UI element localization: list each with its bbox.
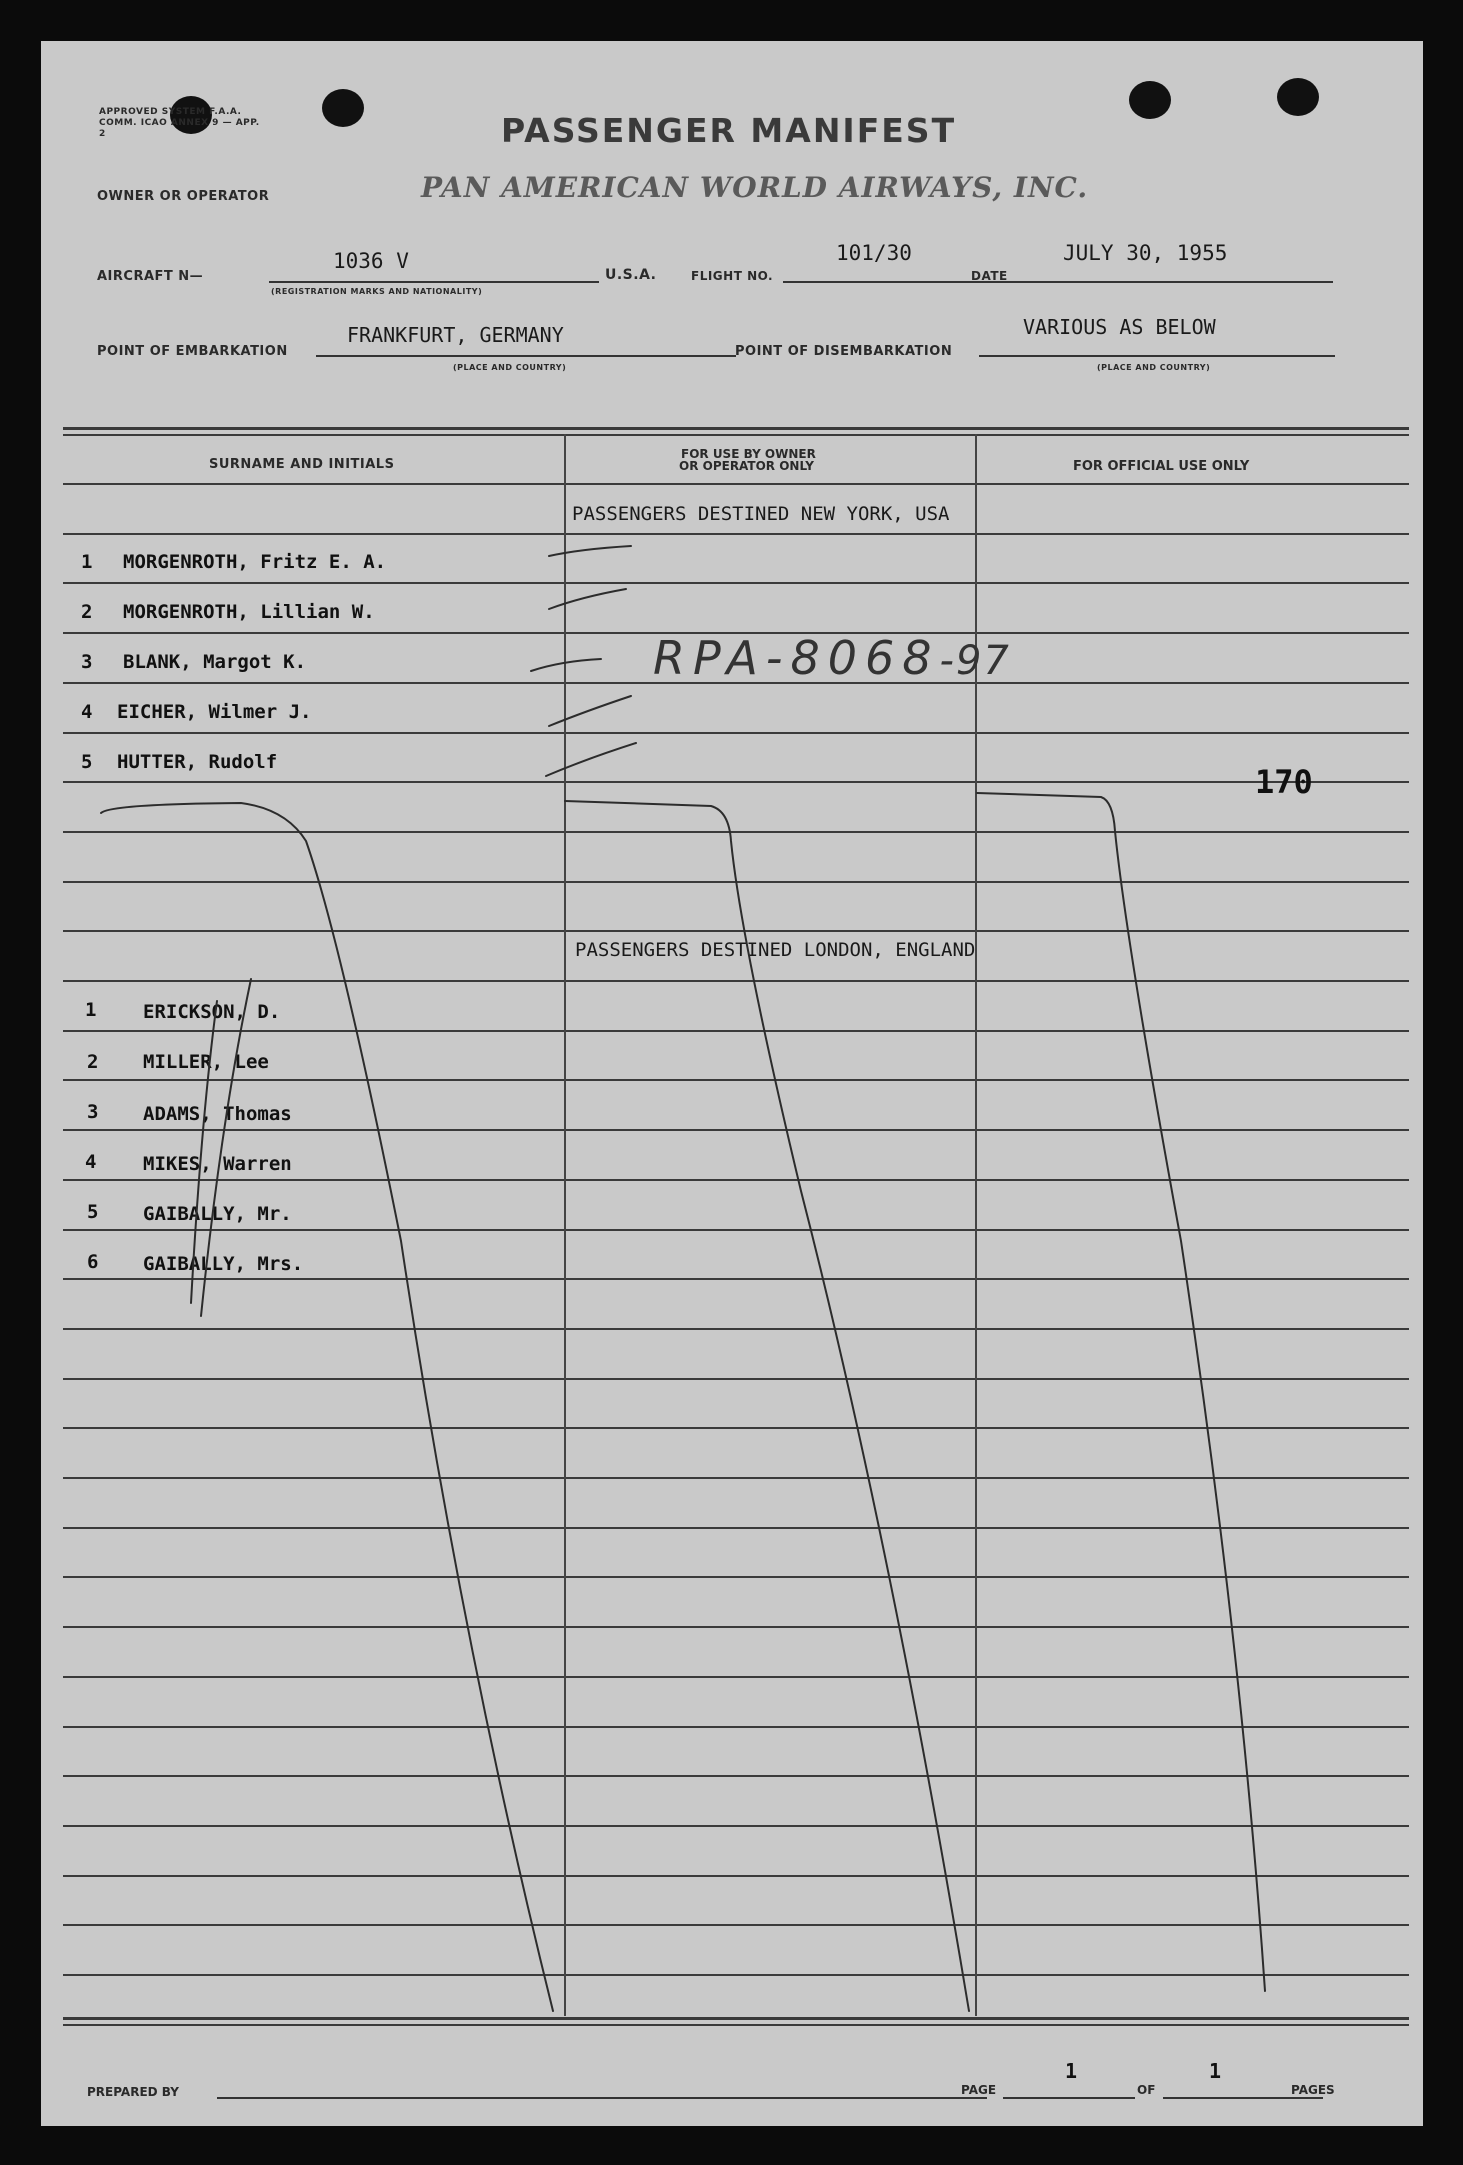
passenger-number: 2	[81, 601, 93, 623]
col-owner-header-2: OR OPERATOR ONLY	[679, 459, 814, 473]
pages-number: 1	[1209, 2059, 1222, 2083]
embark-value: FRANKFURT, GERMANY	[347, 323, 564, 347]
check-mark	[531, 659, 601, 671]
passenger-number: 5	[87, 1201, 99, 1223]
disembark-label: POINT OF DISEMBARKATION	[735, 344, 953, 359]
passenger-name: MORGENROTH, Fritz E. A.	[123, 551, 387, 573]
passenger-name: GAIBALLY, Mrs.	[143, 1253, 304, 1275]
strike-line	[191, 1001, 217, 1303]
passenger-number: 2	[87, 1051, 99, 1073]
prepared-by-line	[217, 2097, 987, 2099]
flight-label: FLIGHT NO.	[691, 269, 774, 283]
passenger-name: HUTTER, Rudolf	[117, 751, 278, 773]
bracket-line	[977, 793, 1265, 1991]
passenger-name: GAIBALLY, Mr.	[143, 1203, 292, 1225]
date-label: DATE	[971, 269, 1008, 283]
passenger-number: 4	[85, 1151, 97, 1173]
embark-sublabel: (PLACE AND COUNTRY)	[453, 363, 567, 372]
page-number: 1	[1065, 2059, 1078, 2083]
manifest-page	[41, 41, 1423, 2126]
embark-label: POINT OF EMBARKATION	[97, 344, 288, 359]
passenger-number: 5	[81, 751, 93, 773]
strike-line	[201, 979, 251, 1316]
passenger-number: 1	[85, 999, 97, 1021]
check-mark	[549, 589, 626, 609]
col-surname-header: SURNAME AND INITIALS	[209, 457, 395, 472]
of-label: OF	[1137, 2083, 1156, 2097]
passenger-number: 6	[87, 1251, 99, 1273]
approval-stamp: APPROVED SYSTEM F.A.A. COMM. ICAO ANNEX 9 — APP. 2	[99, 107, 260, 139]
handwritten-note-suffix: -97	[939, 638, 1011, 684]
pages-line	[1163, 2097, 1323, 2099]
group-heading-new-york: PASSENGERS DESTINED NEW YORK, USA	[572, 503, 950, 525]
table-bottom-rule	[63, 2017, 1409, 2020]
page-title: PASSENGER MANIFEST	[501, 111, 957, 150]
page-line	[1003, 2097, 1135, 2099]
col-owner-header-1: FOR USE BY OWNER	[681, 447, 816, 461]
passenger-name: MIKES, Warren	[143, 1153, 292, 1175]
passenger-name: MORGENROTH, Lillian W.	[123, 601, 375, 623]
usa-label: U.S.A.	[605, 267, 657, 283]
disembark-sublabel: (PLACE AND COUNTRY)	[1097, 363, 1211, 372]
passenger-number: 3	[87, 1101, 99, 1123]
passenger-name: MILLER, Lee	[143, 1051, 269, 1073]
handwritten-strokes	[41, 41, 1423, 2126]
passenger-number: 3	[81, 651, 93, 673]
prepared-by-label: PREPARED BY	[87, 2085, 179, 2099]
group-heading-london: PASSENGERS DESTINED LONDON, ENGLAND	[575, 939, 976, 961]
passenger-name: EICHER, Wilmer J.	[117, 701, 312, 723]
disembark-value: VARIOUS AS BELOW	[1023, 315, 1216, 339]
handwritten-note-main: RPA-8068	[653, 631, 940, 685]
aircraft-sublabel: (REGISTRATION MARKS AND NATIONALITY)	[271, 287, 483, 296]
passenger-name: BLANK, Margot K.	[123, 651, 307, 673]
aircraft-value: 1036 V	[333, 249, 409, 273]
flight-value: 101/30	[836, 241, 912, 265]
official-number: 170	[1255, 763, 1313, 801]
check-mark	[546, 743, 636, 776]
owner-label: OWNER OR OPERATOR	[97, 189, 270, 204]
check-mark	[549, 546, 631, 556]
table-bottom-rule	[63, 2024, 1409, 2026]
owner-value: PAN AMERICAN WORLD AIRWAYS, INC.	[421, 171, 1089, 204]
bracket-line	[101, 803, 553, 2011]
page-label: PAGE	[961, 2083, 997, 2097]
passenger-number: 1	[81, 551, 93, 573]
check-mark	[549, 696, 631, 726]
date-value: JULY 30, 1955	[1063, 241, 1228, 265]
passenger-name: ERICKSON, D.	[143, 1001, 281, 1023]
passenger-number: 4	[81, 701, 93, 723]
passenger-name: ADAMS, Thomas	[143, 1103, 292, 1125]
bracket-line	[565, 801, 969, 2011]
pages-label: PAGES	[1291, 2083, 1335, 2097]
aircraft-label: AIRCRAFT N—	[97, 269, 204, 284]
col-official-header: FOR OFFICIAL USE ONLY	[1073, 459, 1250, 474]
